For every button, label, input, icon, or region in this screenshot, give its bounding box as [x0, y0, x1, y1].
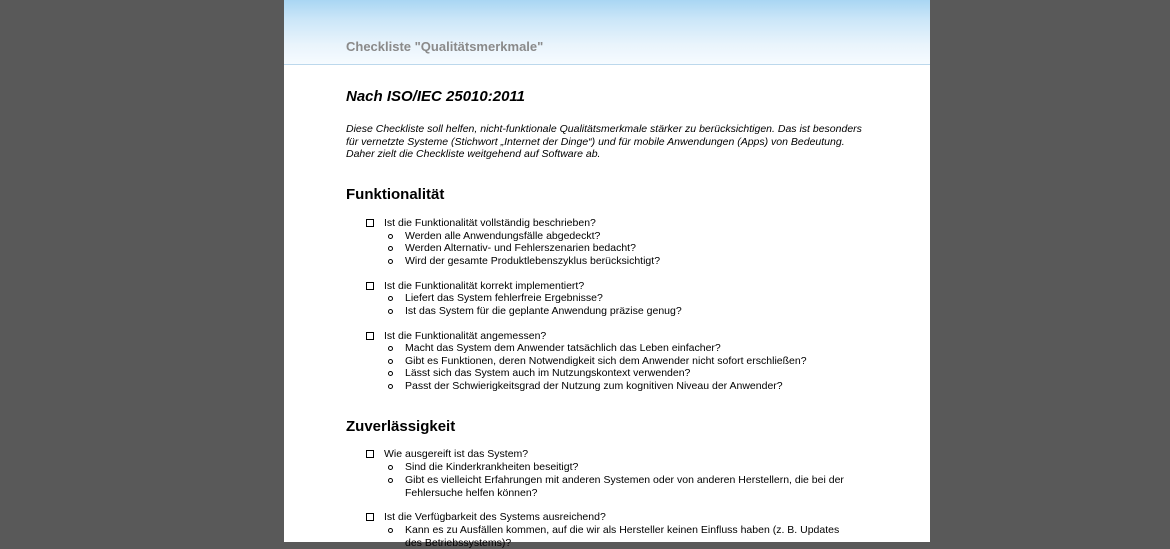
sub-item: Passt der Schwierigkeitsgrad der Nutzung zum kognitiven Niveau der Anwender? — [405, 380, 845, 393]
checklist-question: Ist die Funktionalität korrekt implementiert? — [384, 280, 585, 292]
circle-bullet-icon — [388, 371, 393, 376]
circle-bullet-icon — [388, 246, 393, 251]
circle-bullet-icon — [388, 309, 393, 314]
sub-item: Kann es zu Ausfällen kommen, auf die wir als Hersteller keinen Einfluss haben (z. B. Updates des Betriebssystems)? — [405, 524, 845, 549]
sub-item: Wird der gesamte Produktlebenszyklus berücksichtigt? — [405, 255, 845, 268]
circle-bullet-icon — [388, 478, 393, 483]
sub-item: Werden Alternativ- und Fehlerszenarien bedacht? — [405, 242, 845, 255]
checkbox-icon[interactable] — [366, 332, 374, 340]
sub-item: Werden alle Anwendungsfälle abgedeckt? — [405, 230, 845, 243]
document-page — [284, 0, 930, 549]
page-header-banner — [284, 0, 930, 65]
circle-bullet-icon — [388, 234, 393, 239]
checkbox-icon[interactable] — [366, 219, 374, 227]
sub-item: Sind die Kinderkrankheiten beseitigt? — [405, 461, 845, 474]
circle-bullet-icon — [388, 384, 393, 389]
sub-item: Lässt sich das System auch im Nutzungskontext verwenden? — [405, 367, 845, 380]
checkbox-icon[interactable] — [366, 450, 374, 458]
header-title: Checkliste "Qualitätsmerkmale" — [346, 39, 544, 54]
sub-item: Macht das System dem Anwender tatsächlich das Leben einfacher? — [405, 342, 845, 355]
sub-item: Ist das System für die geplante Anwendung präzise genug? — [405, 305, 845, 318]
sub-item: Liefert das System fehlerfreie Ergebnisse? — [405, 292, 845, 305]
section-heading-funktionalitaet: Funktionalität — [346, 186, 445, 203]
sub-item: Gibt es Funktionen, deren Notwendigkeit sich dem Anwender nicht sofort erschließen? — [405, 355, 845, 368]
intro-paragraph: Diese Checkliste soll helfen, nicht-funktionale Qualitätsmerkmale stärker zu berücksichtigen. Das ist besonders für vernetzte Systeme (Stichwort „Internet der Dinge“) und für mobile Anwendungen (Apps) von Bedeutung. Daher zielt die Checkliste weitgehend auf Software ab. — [346, 123, 862, 161]
circle-bullet-icon — [388, 465, 393, 470]
checklist-question: Ist die Verfügbarkeit des Systems ausreichend? — [384, 511, 606, 523]
checkbox-icon[interactable] — [366, 513, 374, 521]
section-heading-zuverlaessigkeit: Zuverlässigkeit — [346, 418, 456, 435]
circle-bullet-icon — [388, 359, 393, 364]
checklist-question: Wie ausgereift ist das System? — [384, 448, 529, 460]
circle-bullet-icon — [388, 346, 393, 351]
checkbox-icon[interactable] — [366, 282, 374, 290]
sub-item: Gibt es vielleicht Erfahrungen mit anderen Systemen oder von anderen Herstellern, die bei der Fehlersuche helfen können? — [405, 474, 845, 499]
circle-bullet-icon — [388, 259, 393, 264]
circle-bullet-icon — [388, 296, 393, 301]
checklist-question: Ist die Funktionalität angemessen? — [384, 330, 547, 342]
circle-bullet-icon — [388, 528, 393, 533]
document-title: Nach ISO/IEC 25010:2011 — [346, 88, 525, 105]
checklist-question: Ist die Funktionalität vollständig beschrieben? — [384, 217, 596, 229]
